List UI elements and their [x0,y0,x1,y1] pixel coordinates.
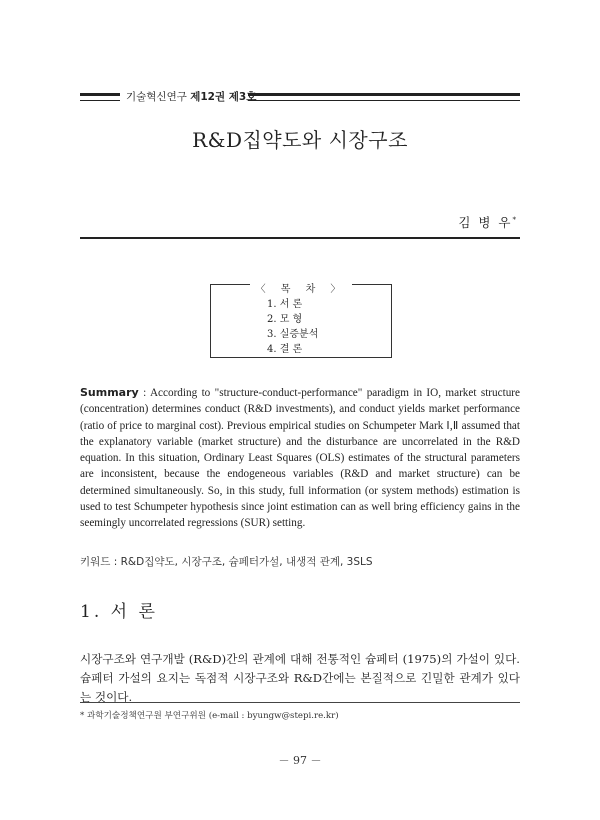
toc-item: 3. 실증분석 [267,329,319,340]
author-text: 김 병 우 [458,215,513,230]
toc-heading: 〈 목 차 〉 [250,284,353,295]
section-body: 시장구조와 연구개발 (R&D)간의 관계에 대해 전통적인 슘페터 (1975)의 가설이 있다. 슘페터 가설의 요지는 독점적 시장구조와 R&D간에는 본질적으로 긴밀한 관계가 있다는 것이다. [80,652,520,704]
toc-heading-wrap [211,277,391,296]
abstract-text: According to "structure-conduct-performance" paradigm in IO, market structure (concentration) determines conduct (R&D investments), and conduct yields market performance (ratio of price to marginal cost). Previous empirical studies on Schumpeter Mark Ⅰ,Ⅱ assumed that the explanatory variable (market structure) and the disturbance are uncorrelated in the R&D equation. In this situation, Ordinary Least Squares (OLS) estimates of the structural parameters are inconsistent, because the endogeneous variables (R&D and market structure) can be determined simultaneously. So, in this study, full information (or system methods) estimation is used to test Schumpeter hypothesis since joint estimation can as well bring efficiency gains in the seemingly uncorrelated regressions (SUR) setting. [80,387,520,530]
paper-title: R&D집약도와 시장구조 [192,128,408,152]
footnote-divider [80,702,520,703]
keywords: 키워드 : R&D집약도, 시장구조, 슘페터가설, 내생적 관계, 3SLS [80,556,373,568]
author-footnote-mark: * [512,215,516,224]
abstract-separator: : [138,387,150,399]
abstract-label: Summary [80,386,139,399]
header-rule-right [248,93,520,101]
journal-title: 기술혁신연구 [126,91,187,103]
toc-item: 2. 모 형 [267,314,303,325]
section-heading: 1. 서 론 [80,602,158,622]
toc-list [267,297,318,357]
page-number: － 97 － [278,754,322,767]
toc-item: 1. 서 론 [267,299,303,310]
author-name [440,213,516,231]
header-rule-left [80,93,120,101]
toc-item: 4. 결 론 [267,344,303,355]
footnote: * 과학기술정책연구원 부연구위원 (e-mail : byungw@stepi.re.kr) [80,711,339,721]
journal-header [80,88,520,108]
abstract [80,385,520,532]
journal-name [126,89,256,104]
title-divider [80,237,520,239]
table-of-contents [210,284,392,358]
journal-volume-issue: 제12권 제3호 [190,91,257,103]
